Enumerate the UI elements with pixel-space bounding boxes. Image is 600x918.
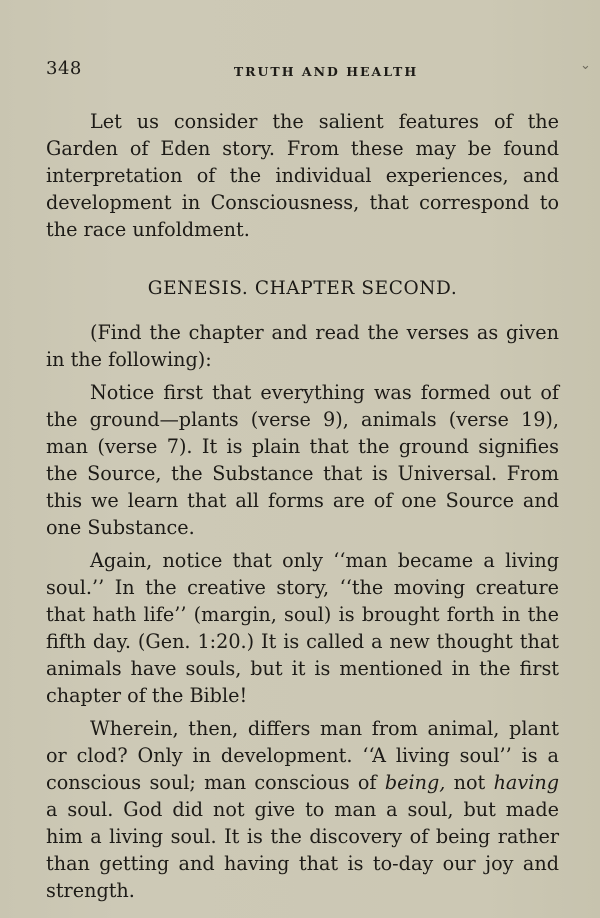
first-notice-paragraph: Notice first that everything was formed out of the ground—plants (verse 9), animals (verse 19), man (verse 7). It is plain that the ground signifies the Source, the Substance that is Universal. From this we learn that all forms are of one Source and one Substance.: [46, 381, 559, 539]
chapter-heading: GENESIS. CHAPTER SECOND.: [147, 278, 458, 299]
living-soul-paragraph: Again, notice that only ‘‘man became a living soul.’’ In the creative story, ‘‘the moving creature that hath life’’ (margin, soul) is brought forth in the fifth day. (Gen. 1:20.) It is called a new thought that animals have souls, but it is mentioned in the first chapter of the Bible!: [46, 549, 559, 707]
italic-being: being,: [384, 771, 446, 794]
italic-having: having: [493, 771, 559, 794]
development-paragraph: [46, 715, 559, 904]
intro-paragraph: Let us consider the salient features of the Garden of Eden story. From these may be found interpretation of the individual experiences, and development in Consciousness, that correspond to the race unfoldment.: [46, 110, 559, 241]
running-title: TRUTH AND HEALTH: [233, 64, 419, 79]
page-body: [46, 108, 559, 910]
development-text-middle: not: [445, 771, 494, 794]
margin-mark: ⌄: [580, 58, 591, 73]
development-text-end: a soul. God did not give to man a soul, but made him a living soul. It is the discovery of being rather than getting and having that is to-day our joy and strength.: [46, 798, 559, 902]
page-number: 348: [46, 58, 82, 79]
development-text-start: Wherein, then, differs man from animal, plant or clod? Only in development. ‘‘A living soul’’ is a conscious soul; man conscious of: [46, 717, 559, 794]
page-header: [46, 58, 586, 84]
instruction-paragraph: (Find the chapter and read the verses as given in the following):: [46, 321, 559, 371]
